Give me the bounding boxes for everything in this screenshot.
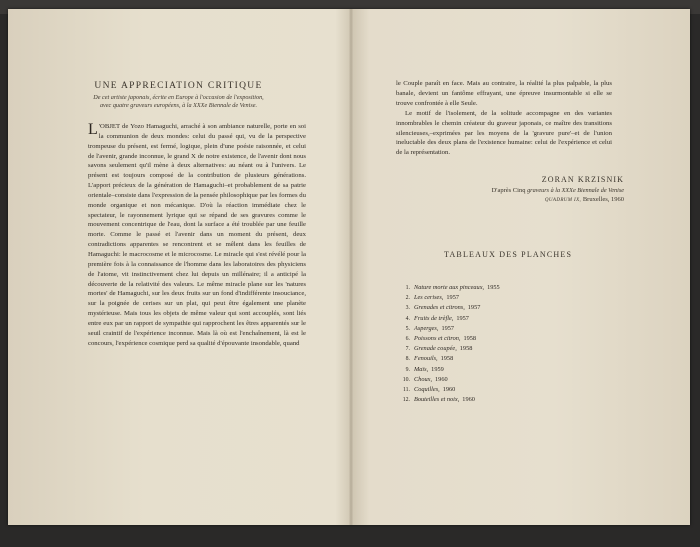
plate-number: 5. xyxy=(405,325,410,332)
plate-number: 8. xyxy=(405,356,410,363)
plate-number: 3. xyxy=(405,305,410,312)
plate-number: 11. xyxy=(402,387,410,394)
plates-heading: TABLEAUX DES PLANCHES xyxy=(444,250,573,259)
plate-year: 1957 xyxy=(456,314,469,322)
left-page xyxy=(8,9,349,525)
plate-item xyxy=(399,354,500,364)
plate-title: Nature morte aux pinceaux, xyxy=(414,284,485,291)
citation-journal: QUADRUM IX, xyxy=(544,198,582,203)
subtitle-line-2: avec quatre graveurs européens, à la XXXe Biennale de Venise. xyxy=(99,102,258,109)
plate-number: 2. xyxy=(405,295,410,302)
plate-year: 1958 xyxy=(459,345,473,353)
book-spread xyxy=(8,9,690,525)
plate-title: Maïs, xyxy=(414,365,429,373)
plate-title: Bouteilles et noix, xyxy=(414,396,460,404)
plate-number: 6. xyxy=(405,336,410,343)
citation-place-year: Bruxelles, 1960 xyxy=(582,196,624,203)
plate-title: Les cerises, xyxy=(414,294,444,302)
plate-item xyxy=(399,314,500,324)
plate-title: Choux, xyxy=(414,375,433,383)
continuation-paragraph-2: Le motif de l'isolement, de la solitude accompagne en des variantes innombrables le chemin créateur du graveur japonais, ce maître des transitions silencieuses,–exprimées par les moyens de la 'gravure pure'–et de l'union ineluctable des deux plans de l'existence humaine: celui de l'expérience et celui de la représentation. xyxy=(396,109,612,157)
plates-list xyxy=(399,283,500,405)
plate-item xyxy=(399,324,500,334)
plate-year: 1960 xyxy=(442,386,456,394)
plate-year: 1960 xyxy=(435,375,448,383)
plate-item xyxy=(399,293,500,303)
plate-item xyxy=(399,375,500,385)
plate-year: 1960 xyxy=(462,396,475,404)
citation-line-1 xyxy=(492,186,624,195)
plate-title: Asperges, xyxy=(414,324,439,332)
citation-line-2 xyxy=(492,195,624,205)
plate-number: 7. xyxy=(405,346,410,353)
plate-number: 4. xyxy=(405,315,410,322)
plate-year: 1958 xyxy=(440,355,454,363)
right-page xyxy=(353,9,690,525)
essay-subtitle xyxy=(48,94,309,110)
citation-prefix: D'après Cinq xyxy=(491,187,526,194)
plate-item xyxy=(399,303,500,313)
subtitle-line-1: De cet artiste japonais, écrite en Europe à l'occasion de l'exposition, xyxy=(93,94,264,101)
plate-number: 12. xyxy=(402,397,410,404)
drop-cap: L xyxy=(88,121,98,138)
author-name: ZORAN KRZISNIK xyxy=(541,175,624,184)
plate-year: 1957 xyxy=(441,324,455,332)
plate-title: Fenouils, xyxy=(414,355,438,363)
plate-number: 9. xyxy=(405,366,410,373)
plate-number: 10. xyxy=(402,376,410,383)
essay-continuation xyxy=(396,79,612,158)
plate-title: Grenade coupée, xyxy=(414,345,457,353)
citation-work: graveurs à la XXXe Biennale de Venise xyxy=(527,187,624,194)
plate-year: 1959 xyxy=(431,365,444,373)
plate-year: 1957 xyxy=(467,304,481,312)
plate-number: 1. xyxy=(405,285,410,291)
plate-item xyxy=(399,344,500,354)
plate-title: Fruits de trèfle, xyxy=(414,314,454,322)
essay-title: UNE APPRECIATION CRITIQUE xyxy=(94,81,263,91)
continuation-paragraph-1: le Couple paraît en face. Mais au contraire, la réalité la plus palpable, la plus banale, devient un fantôme effrayant, une épreuve insurmontable si elle se trouve confrontée à elle Seule. xyxy=(396,80,612,107)
plate-item xyxy=(399,334,500,344)
plate-item xyxy=(399,283,500,293)
plate-item xyxy=(399,365,500,375)
essay-paragraph: 'OBJET de Yozo Hamaguchi, arraché à son ambiance naturelle, porte en soi la communion de deux mondes: celui du passé qui, vu de la perspective trompeuse du présent, est fermé, logique, plein d'une poésie raisonnée, et celui de l'avenir, grande inconnue, le grand X de notre existence, de l'avenir dont nous savons seulement qu'il mène à deux alternatives: au néant ou à l'univers. Le présent est toujours composé de la contribution de plusieurs générations. L'apport précieux de la génération de Hamaguchi–et probablement de sa patrie orientale–consiste dans l'expression de la pensée philosophique par les formes du monde organique et non mécanique. D'où la réaction immédiate chez le spectateur, le rayonnement lyrique qui se répand de ses gravures comme le mouvement concentrique de l'eau, dont la surface a été troublée par une feuille morte. Comme le passé et l'avenir dans un moment du présent, deux contradictions apparentes se rencontrent et se mêlent dans les feuilles de Hamaguchi: le macrocosme et le microcosme. Le miracle qui s'est révélé pour la première fois à la connaissance de l'homme dans les laboratoires des physiciens de l'atome, vit instinctivement chez lui depuis un millénaire; il a anticipé la découverte de la relativité des valeurs. Le même miracle plane sur les 'natures mortes' de Hamaguchi, sur les deux fruits sur un fond d'indifférente insouciance, sur la poignée de cerises sur un plat, qui peut être également une planète mystérieuse. Mais tous les objets de même valeur qui sont accouplés, sont liés entre eux par un rapport de sympathie qui rapprochent les êtres apparentés sur le seuil craintif de l'expérience inconnue. Mais là où est l'enchaînement, là est le concours, l'expérience cosmique perd sa qualité d'épouvante insondable, quand xyxy=(88,123,306,347)
plate-title: Coquilles, xyxy=(414,386,440,394)
plate-title: Grenades et citrons, xyxy=(414,304,465,312)
plate-year: 1957 xyxy=(446,294,459,302)
plate-year: 1955 xyxy=(487,284,500,291)
plate-title: Poissons et citron, xyxy=(414,335,461,343)
plate-item xyxy=(399,385,500,395)
source-citation xyxy=(492,186,624,205)
plate-item xyxy=(399,395,500,405)
plate-year: 1958 xyxy=(463,335,477,343)
essay-body xyxy=(88,122,306,348)
